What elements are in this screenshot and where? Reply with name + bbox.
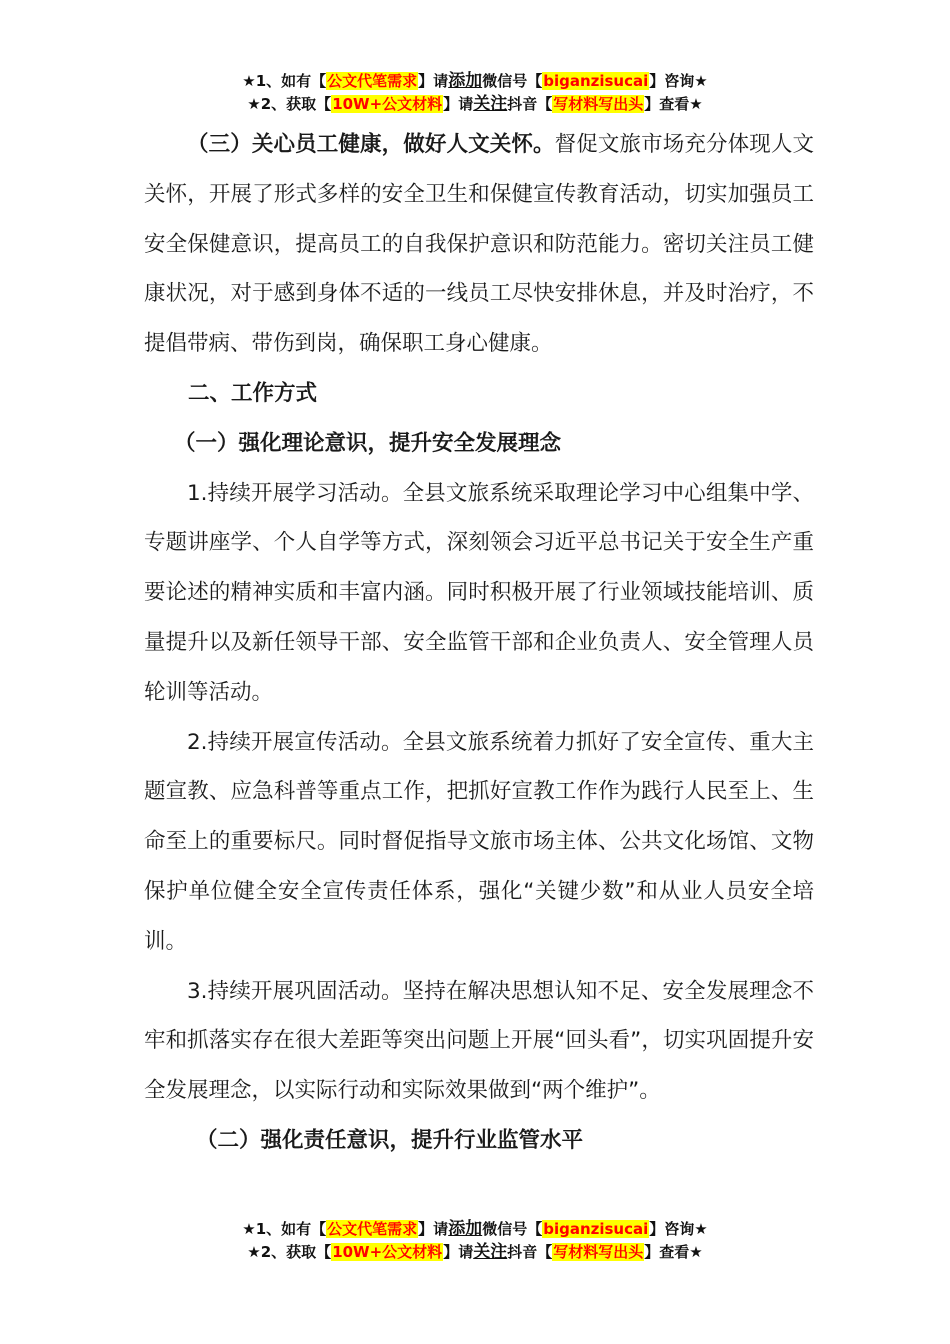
- banner-text: ★1、如有【: [242, 72, 327, 90]
- banner-highlight: 公文代笔需求: [327, 72, 418, 90]
- banner-text: 】请: [418, 1220, 449, 1238]
- banner-text: 微信号【: [482, 72, 543, 90]
- banner-text: 抖音【: [507, 95, 553, 113]
- paragraph-study: 1.持续开展学习活动。全县文旅系统采取理论学习中心组集中学、专题讲座学、个人自学等方式，深刻领会习近平总书记关于安全生产重要论述的精神实质和丰富内涵。同时积极开展了行业领域技能培训、质量提升以及新任领导干部、安全监管干部和企业负责人、安全管理人员轮训等活动。: [144, 480, 814, 705]
- subsection-heading: （一）强化理论意识，提升安全发展理念: [174, 430, 562, 456]
- banner-text: ★2、获取【: [247, 1243, 332, 1261]
- banner-highlight: 公文代笔需求: [327, 1220, 418, 1238]
- banner-text: 】请: [443, 95, 474, 113]
- paragraph-care: [144, 120, 814, 369]
- banner-highlight: 写材料写出头: [553, 95, 644, 113]
- banner-highlight: biganzisucai: [543, 1220, 649, 1238]
- banner-line-1: [0, 70, 950, 93]
- section-heading: 二、工作方式: [188, 380, 318, 406]
- banner-text: ★2、获取【: [247, 95, 332, 113]
- banner-line-2: [0, 1241, 950, 1264]
- banner-highlight: 10W+公文材料: [332, 1243, 443, 1261]
- banner-line-1: [0, 1218, 950, 1241]
- subsection-heading: （二）强化责任意识，提升行业监管水平: [196, 1127, 584, 1153]
- banner-line-2: [0, 93, 950, 116]
- banner-underlined: 添加: [448, 1219, 483, 1239]
- top-banner: [0, 70, 950, 116]
- banner-highlight: biganzisucai: [543, 72, 649, 90]
- banner-text: 微信号【: [482, 1220, 543, 1238]
- banner-underlined: 添加: [448, 71, 483, 91]
- document-body: [144, 120, 814, 1166]
- banner-underlined: 关注: [473, 1242, 508, 1262]
- banner-text: 】请: [418, 72, 449, 90]
- banner-text: 】咨询★: [649, 1220, 708, 1238]
- banner-highlight: 10W+公文材料: [332, 95, 443, 113]
- banner-underlined: 关注: [473, 94, 508, 114]
- bottom-banner: [0, 1218, 950, 1264]
- banner-highlight: 写材料写出头: [553, 1243, 644, 1261]
- banner-text: 】咨询★: [649, 72, 708, 90]
- banner-text: 】查看★: [644, 95, 703, 113]
- banner-text: 抖音【: [507, 1243, 553, 1261]
- paragraph-text: 督促文旅市场充分体现人文关怀，开展了形式多样的安全卫生和保健宣传教育活动，切实加强员工安全保健意识，提高员工的自我保护意识和防范能力。密切关注员工健康状况，对于感到身体不适的一线员工尽快安排休息，并及时治疗，不提倡带病、带伤到岗，确保职工身心健康。: [144, 132, 814, 357]
- paragraph-consolidate: 3.持续开展巩固活动。坚持在解决思想认知不足、安全发展理念不牢和抓落实存在很大差距等突出问题上开展“回头看”，切实巩固提升安全发展理念，以实际行动和实际效果做到“两个维护”。: [144, 978, 814, 1104]
- banner-text: 】查看★: [644, 1243, 703, 1261]
- paragraph-publicity: 2.持续开展宣传活动。全县文旅系统着力抓好了安全宣传、重大主题宣教、应急科普等重点工作，把抓好宣教工作作为践行人民至上、生命至上的重要标尺。同时督促指导文旅市场主体、公共文化场馆、文物保护单位健全安全宣传责任体系，强化“关键少数”和从业人员安全培训。: [144, 729, 814, 954]
- banner-text: 】请: [443, 1243, 474, 1261]
- banner-text: ★1、如有【: [242, 1220, 327, 1238]
- paragraph-lead: （三）关心员工健康，做好人文关怀。: [187, 132, 555, 157]
